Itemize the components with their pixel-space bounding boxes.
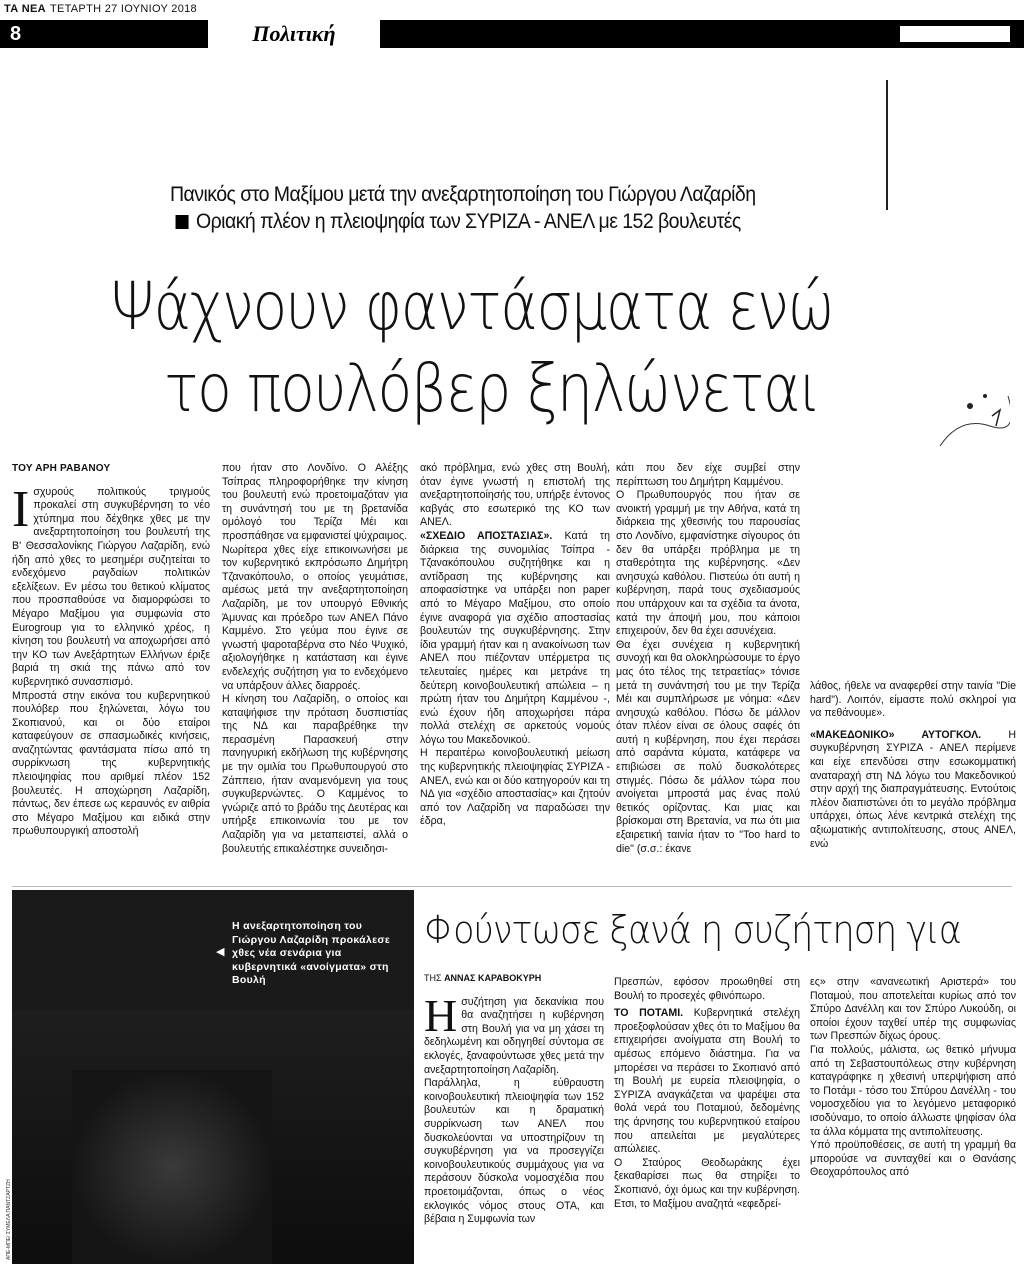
article2-column-2 [614,976,800,1262]
article1-dropcap: Ι [12,480,30,538]
article-headline-line-1: Ψάχνουν φαντάσματα ενώ [110,268,834,345]
article2-col1-paragraph-2: Παράλληλα, η εύθραυστη κοινοβουλευτική πλειοψηφία των 152 βουλευτών και η δραματική συρρίκνωση των ΑΝΕΛ που δυσκολεύονται να υποστηρίζουν τη συγκυβέρνηση για να προσεγγίζει κοινοβουλευτικούς συμμάχους για να περάσουν δύσκολα νομοσχέδια που προετοιμάζονται, όπως ο νέος εκλογικός νόμος στους ΟΤΑ, και βέβαια η Συμφωνία των [424,1077,604,1226]
page-number: 8 [10,23,22,45]
article-headline-line-2: το πουλόβερ ξηλώνεται [164,350,820,427]
photo-edge-line [886,80,888,210]
photo-caption: Η ανεξαρτητοποίηση του Γιώργου Λαζαρίδη προκάλεσε χθες νέα σενάρια για κυβερνητικά «ανοίγματα» στη Βουλή [232,920,391,986]
masthead-brand: ΤΑ ΝΕΑ ΤΕΤΑΡΤΗ 27 ΙΟΥΝΙΟΥ 2018 [4,3,197,15]
article-kicker-2: Οριακή πλέον η πλειοψηφία των ΣΥΡΙΖΑ - ΑΝΕΛ με 152 βουλευτές [196,210,847,234]
article-kicker-1: Πανικός στο Μαξίμου μετά την ανεξαρτητοποίηση του Γιώργου Λαζαρίδη [170,183,756,206]
top-bar [0,0,1024,20]
article2-headline: Φούντωσε ξανά η συζήτηση για [424,908,961,952]
article2-col2-paragraph-3: Ο Σταύρος Θεοδωράκης έχει ξεκαθαρίσει πως θα στηρίξει το Σκοπιανό, όχι όμως και την κυβέρνηση. Ετσι, το Μαξίμου αναζητά «εφεδρεί- [614,1156,800,1210]
article1-col4-paragraph-1: κάτι που δεν είχε συμβεί στην περίπτωση του Δημήτρη Καμμένου. [616,462,800,488]
header-black-band [386,20,1024,48]
section-title: Πολιτική [206,20,382,48]
article1-col2-paragraph-2: Νωρίτερα χθες είχε επικοινωνήσει με τον κυβερνητικό εκπρόσωπο Δημήτρη Τζανακόπουλο, ο οποίος γευμάτισε, αμέσως μετά την ανεξαρτητοποίηση Λαζαρίδη, με τον υπουργό Εθνικής Άμυνας και πρόεδρο των ΑΝΕΛ Πάνο Καμμένο. Στο γεύμα που έγινε σε γνωστή ψαροταβέρνα στο Νέο Ψυχικό, αξιολογήθηκε η κατάσταση και έγινε ενδελεχής συζήτηση για το ενδεχόμενο να υπάρξουν άλλες διαρροές. [222,543,408,692]
article1-column-1 [12,462,210,882]
article1-col3-paragraph-3: Η περαιτέρω κοινοβουλευτική μείωση της κυβερνητικής πλειοψηφίας ΣΥΡΙΖΑ - ΑΝΕΛ, ενώ και οι δύο κατηγορούν και τη ΝΔ για «σχέδιο αποστασίας» και ζητούν από τον Λαζαρίδη να παραδώσει την έδρα, [420,747,610,828]
article2-dropcap: Η [424,989,458,1041]
section-divider [12,886,1012,887]
masthead-date: ΤΕΤΑΡΤΗ 27 ΙΟΥΝΙΟΥ 2018 [49,3,197,15]
article1-column-2 [222,462,408,882]
article1-column-5 [810,680,1016,882]
article1-col5-paragraph-2: Η συγκυβέρνηση ΣΥΡΙΖΑ - ΑΝΕΛ περίμενε και είχε επενδύσει στην εσωκομματική αναταραχή στη ΝΔ λόγω του Μακεδονικού στην αρχή της διαπραγμάτευσης. Εντούτοις πλέον διαπιστώνει ότι το μεγάλο πρόβλημα υπάρχει, όπως λένε κεντρικά στελέχη της αξιωματικής αντιπολίτευσης, στους ΑΝΕΛ, ενώ [810,728,1016,850]
article1-column-4 [616,462,800,882]
article1-column-3 [420,462,610,882]
article2-col3-paragraph-3: Υπό προϋποθέσεις, σε αυτή τη γραμμή θα μπορούσε να συνταχθεί και ο Θανάσης Θεοχαρόπουλος από [810,1139,1016,1179]
article1-subhead-1: «ΣΧΕΔΙΟ ΑΠΟΣΤΑΣΙΑΣ». [420,529,553,542]
bullet-square-icon [176,215,189,229]
article1-col1-paragraph-2: Μπροστά στην εικόνα του κυβερνητικού πουλόβερ που ξηλώνεται, λόγω του Σκοπιανού, και οι δύο εταίροι καταφεύγουν σε σπασμωδικές κινήσεις, αναζητώντας φαντάσματα πίσω από τη συρρίκνωση της κυβερνητικής πλειοψηφίας που αριθμεί πλέον 152 βουλευτές. Η αποχώρηση Λαζαρίδη, πάντως, δεν έπεσε ως κεραυνός εν αιθρία στο Μέγαρο Μαξίμου και ειδικά στην πρωθυπουργική αποστολή [12,689,210,838]
caption-arrow-icon: ◀ [216,946,225,958]
article1-col2-paragraph-3: Η κίνηση του Λαζαρίδη, ο οποίος και καταψήφισε την πρόταση δυσπιστίας της ΝΔ και παραβρέθηκε την περασμένη Παρασκευή στην πανηγυρική εκδήλωση της κυβέρνησης με την ομιλία του Πρωθυπουργού στο Ζάππειο, ήταν αναμενόμενη για τους συγκυβερνώντες. Ο Καμμένος το γνώριζε από το βράδυ της Δευτέρας και υπήρξε επικοινωνία του με τον Λαζαρίδη για να μεταπειστεί, αλλά ο βουλευτής επικαλέστηκε συνειδησι- [222,693,408,855]
article1-byline: ΤΟΥ ΑΡΗ ΡΑΒΑΝΟΥ [12,463,111,474]
article1-subhead-2: «ΜΑΚΕΔΟΝΙΚΟ» ΑΥΤΟΓΚΟΛ. [810,728,982,741]
article2-col3-paragraph-1: ες» στην «ανανεωτική Αριστερά» του Ποταμού, που αποτελείται κυρίως από τον Σπύρο Δανέλλη και τον Σπύρο Λυκούδη, οι οποίοι έχουν ταχθεί υπέρ της συμφωνίας των Πρεσπών δίχως όρους. [810,976,1016,1043]
article2-subhead-1: ΤΟ ΠΟΤΑΜΙ. [614,1007,684,1020]
article1-col2-paragraph-1: που ήταν στο Λονδίνο. Ο Αλέξης Τσίπρας πληροφορήθηκε την κίνηση του βουλευτή ενώ προετοιμαζόταν για τη συνάντησή του με τη βρετανίδα ομόλογό του Τερίζα Μέι και προσπάθησε να εμφανιστεί ψύχραιμος. [222,462,408,542]
article1-col4-paragraph-3: Θα έχει συνέχεια η κυβερνητική συνοχή και θα ολοκληρώσουμε το έργο μας ότο τέλος της τετραετίας» τόνισε μετά τη συνάντησή του με την Τερίζα Μέι και συμπλήρωσε με νόημα: «Δεν ανησυχώ καθόλου. Πόσω δε μάλλον όταν πλέον είναι σε όλους σαφές ότι αυτή η κυβέρνηση, που έχει περάσει από σαράντα κύματα, κατάφερε να επιβιώσει σε πολύ δυσκολότερες στιγμές. Πόσω δε μάλλον τώρα που ανοίγεται μπροστά μας ένας πολύ θετικός ορίζοντας. Και μιας και βρίσκομαι στη Βρετανία, να πω ότι μια εξαιρετική ταινία ήταν το "Too hard to die" (σ.σ.: έκανε [616,638,800,855]
article2-col3-paragraph-2: Για πολλούς, μάλιστα, ως θετικό μήνυμα από τη Σεβαστουπόλεως στην κυβέρνηση καταγράφηκε η χθεσινή υπερψήφιση από το Ποτάμι - τόσο του Σπύρου Δανέλλη - του νομοσχεδίου για το λεγόμενο μεταφορικό ισοδύναμο, το οποίο άλλωστε ψηφίσαν όλα τα άλλα κόμματα της αντιπολίτευσης. [810,1043,1016,1138]
article1-col4-paragraph-2: Ο Πρωθυπουργός που ήταν σε ανοικτή γραμμή με την Αθήνα, κατά τη διάρκεια της χθεσινής του παρουσίας στο Λονδίνο, εμφανίστηκε σίγουρος ότι δεν θα υπάρξει πρόβλημα με τη σταθερότητα της κυβέρνησης. «Δεν ανησυχώ καθόλου. Πιστεύω ότι αυτή η κυβέρνηση, παρά τους σχεδιασμούς που υπάρχουν και τα σχέδια τα άνοτα, κατά την άποψή μου, που κάποιοι επιχειρούν, δεν θα έχει ασυνέχεια. [616,489,800,638]
article1-col1-paragraph-1: σχυρούς πολιτικούς τριγμούς προκαλεί στη συγκυβέρνηση το νέο χτύπημα που δέχθηκε χθες με την ανεξαρτητοποίηση του βουλευτή της Β' Θεσσαλονίκης Γιώργου Λαζαρίδη, ενώ ήδη από χθες το μεσημέρι συζητείται το ενδεχόμενο ραγδαίων πολιτικών εξελίξεων. Εν μέσω του θετικού κλίματος που προσπαθούσε να διαμορφώσει το Μέγαρο Μαξίμου για συμφωνία στο Eurogroup για το ελληνικό χρέος, η κίνηση του βουλευτή να αποχωρήσει από την ΚΟ των Ανεξάρτητων Ελλήνων έριξε βαριά τη σκιά της πάνω από τον κυβερνητικό συνασπισμό. [12,485,210,688]
article2-column-3 [810,976,1016,1262]
photo-fragment [930,376,1010,466]
article1-col5-paragraph-1: λάθος, ήθελε να αναφερθεί στην ταινία "Die hard"). Λοιπόν, είμαστε πολύ σκληροί για να πεθάνουμε». [810,680,1016,720]
article1-col3-paragraph-1: ακό πρόβλημα, ενώ χθες στη Βουλή, όταν έγινε γνωστή η επιστολή της ανεξαρτητοποίησής του, υπήρξε έντονος καβγάς στο εσωτερικό της ΚΟ των ΑΝΕΛ. [420,462,610,529]
article1-col3-paragraph-2: Κατά τη διάρκεια της συνομιλίας Τσίπρα - Τζανακόπουλου συζητήθηκε και η αντίδραση της κυβέρνησης και αποφασίστηκε να υπάρξει non paper από το Μέγαρο Μαξίμου, στο οποίο έγινε αναφορά για σχέδιο αποστασίας βουλευτών της συγκυβέρνησης. Στην ίδια γραμμή ήταν και η ανακοίνωση των ΑΝΕΛ που πιέζονταν υπέρμετρα τις τελευταίες ημέρες και μετράνε τη δεύτερη κοινοβουλευτική απώλεια – η πρώτη ήταν του Δημήτρη Καμμένου -, ενώ έχουν ήδη αποχωρήσει πάρα πολλά στελέχη σε αρκετούς νομούς λόγω του Μακεδονικού. [420,529,610,746]
article2-col2-paragraph-1: Πρεσπών, εφόσον προωθηθεί στη Βουλή το προσεχές φθινόπωρο. [614,976,800,1002]
photo-lazaridis [12,890,414,1264]
article2-col2-paragraph-2: Κυβερνητικά στελέχη προεξοφλούσαν χθες ότι το Μαξίμου θα επιχειρήσει ανοίγματα στη Βουλή το αμέσως επόμενο διάστημα. Για να μπορέσει να περάσει το Σκοπιανό από τη Βουλή με ευρεία πλειοψηφία, ο ΣΥΡΙΖΑ αναγκάζεται να ψαρέψει στα θολά νερά του Ποταμιού, δεδομένης της άρνησης του κυβερνητικού εταίρου που απειλείται με μεγαλύτερες απώλειες. [614,1007,800,1156]
photo-credit: ΑΠΕ-ΜΠΕ/ ΣΥΜΕΛΑ ΠΑΝΤΖΑΡΤΖΗ [6,1179,12,1260]
article2-col1-paragraph-1: συζήτηση για δεκανίκια που θα αναζητήσει η κυβέρνηση στη Βουλή για να μη χάσει τη δεδηλωμένη και οδηγηθεί σύντομα σε εκλογές, ξαναφούντωσε χθες μετά την ανεξαρτητοποίηση Λαζαρίδη. [424,995,604,1076]
article2-byline: ΤΗΣ ΑΝΝΑΣ ΚΑΡΑΒΟΚΥΡΗ [424,973,542,983]
article2-column-1 [424,972,604,1262]
